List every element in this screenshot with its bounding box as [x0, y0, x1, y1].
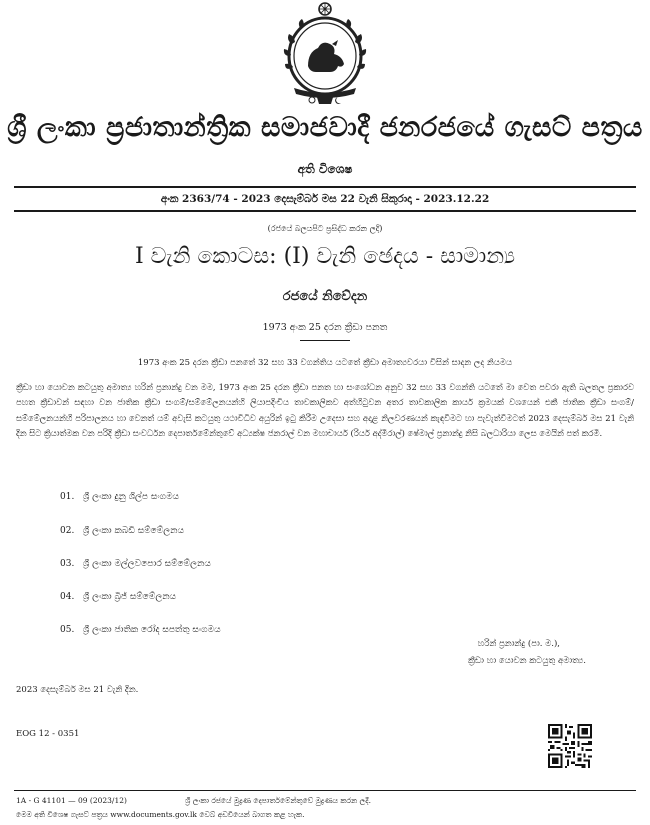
- list-item-number: 01.: [60, 492, 75, 502]
- footer-code: 1A - G 41101 — 09 (2023/12): [16, 796, 127, 805]
- list-item: [60, 592, 176, 602]
- part-title: I වැනි කොටස: (I) වැනි ඡෙදය - සාමාන්‍ය: [134, 244, 516, 269]
- footer-url-line: මෙම අති විශෙෂ ගැසට් පත්‍රය www.documents.gov.lk වෙබ් අඩවියෙන් බාගත කළ හැක.: [16, 810, 305, 819]
- list-item-label: ශ්‍රී ලංකා මල්ලවපොර සම්මේලනය: [82, 559, 211, 569]
- list-item: [60, 492, 179, 502]
- list-item: [60, 526, 184, 536]
- header-rule-top: [14, 186, 636, 188]
- list-item-label: ශ්‍රී ලංකා ජාතික රෝද සපත්තු සංගමය: [82, 625, 221, 635]
- act-title: 1973 අංක 25 දරන ක්‍රීඩා පනත: [262, 322, 388, 333]
- list-item-label: ශ්‍රී ලංකා බ්‍රිජ් සම්මේලනය: [82, 592, 177, 602]
- gazette-title: ශ්‍රී ලංකා ප්‍රජාතාන්ත්‍රික සමාජවාදී ජනරජයේ ගැසට් පත්‍රය: [7, 112, 643, 143]
- list-item-number: 03.: [60, 559, 75, 569]
- sri-lanka-emblem-icon: [282, 0, 368, 110]
- notice-body: ක්‍රීඩා හා යොවන කටයුතු අමාත්‍ය හරින් ප්‍රනාන්දු වන මම, 1973 අංක 25 දරන ක්‍රීඩා පනත හා සංශෝධන අනුව 32 සහ 33 වගන්ති යටතේ මා වෙත පවරා ඇති බලතල ප්‍රකාරව පහත ක්‍රීඩාවන් සඳහා වන ජාතික ක්‍රීඩා සංගම්/සම්මේලනයන්හි ලියාපදිංචිය තාවකාලිකව අත්හිටුවන අතර තාවකාලික කාර්ය ක්‍රමයක් වශයෙන් එකී ජාතික ක්‍රීඩා සංගම්/සම්මේලනයන්හි පරිපාලනය හා වෙනත් යම් අවැසි කටයුතු යථාවිධිව අයුරින් ඉටු කිරීම උදෙසා සහ අදාළ නිලවරණයන් කැඳවීමට හා පැවැත්වීමටත් 2023 දෙසැම්බර් මස 21 වැනි දින සිට ක්‍රියාත්මක වන පරිදි ක්‍රීඩා සංවර්ධන දෙපාර්තමේන්තුවේ අධ්‍යක්ෂ ජනරාල් වන මහාචාර්ය (රියර් අද්මිරාල්) ෂේමාල් ප්‍රනාන්දු නිසි බලධාරියා ලෙස මෙයින් පත් කරමි.: [16, 382, 634, 439]
- list-item-number: 05.: [60, 625, 75, 635]
- footer-printed-by: ශ්‍රී ලංකා රජයේ මුද්‍රණ දෙපාර්තමේන්තුවේ මුද්‍රණය කරන ලදී.: [185, 796, 371, 805]
- list-item-label: ශ්‍රී ලංකා දුනු ශිල්ප සංගමය: [82, 492, 180, 502]
- header-rule-bottom: [14, 210, 636, 212]
- list-item-label: ශ්‍රී ලංකා කබඩි සම්මේලනය: [82, 526, 184, 536]
- list-item-number: 02.: [60, 526, 75, 536]
- notice-heading: රජයේ නිවේදන: [282, 289, 368, 304]
- list-item-number: 04.: [60, 592, 75, 602]
- footer-rule: [14, 790, 636, 791]
- act-title-rule: [300, 340, 350, 341]
- date-line: 2023 දෙසැම්බර් මස 21 වැනි දින.: [16, 685, 139, 695]
- signer-name: හරින් ප්‍රනාන්දු (පා. ම.),: [477, 639, 560, 649]
- authority-line: (රජයේ බලයපිට ප්‍රසිද්ධ කරන ලදි): [267, 224, 383, 233]
- extraordinary-label: අති විශෙෂ: [297, 162, 353, 176]
- list-item: [60, 559, 211, 569]
- list-item: [60, 625, 221, 635]
- signer-title: ක්‍රීඩා හා යොවන කටයුතු අමාත්‍ය.: [467, 656, 586, 666]
- eog-code: EOG 12 - 0351: [16, 729, 80, 739]
- regulation-title: 1973 අංක 25 දරන ක්‍රීඩා පනතේ 32 සහ 33 වගන්තිය යටතේ ක්‍රීඩා අමාත්‍යවරයා විසින් සාදන ලද නියමය: [137, 358, 513, 368]
- qr-code-icon: [548, 724, 592, 768]
- issue-line: අංක 2363/74 - 2023 දෙසැම්බර් මස 22 වැනි සිකුරාදා - 2023.12.22: [160, 193, 490, 205]
